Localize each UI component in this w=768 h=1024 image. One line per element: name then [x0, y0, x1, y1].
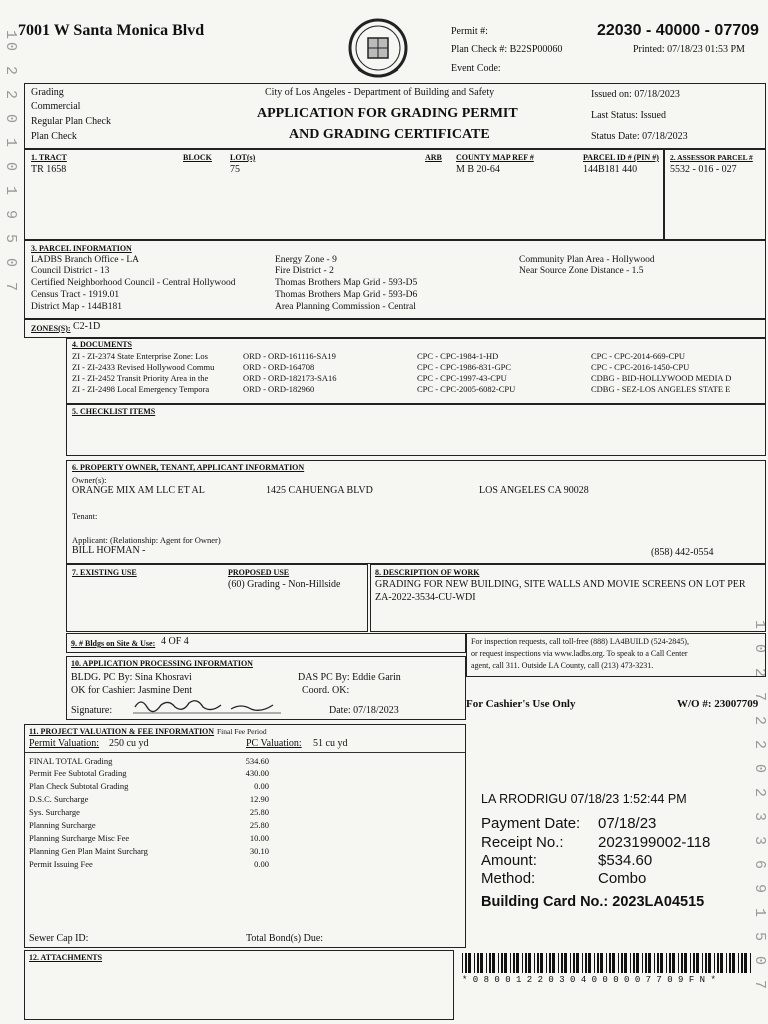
barcode-bar [678, 953, 679, 973]
attachments-section [24, 950, 454, 1020]
fee-amount-0: 534.60 [245, 756, 269, 766]
barcode-bar [654, 953, 655, 973]
documents-section [66, 338, 766, 404]
barcode-bar [576, 953, 579, 973]
assessor-header: 2. ASSESSOR PARCEL # [670, 153, 753, 162]
form-title-line1: APPLICATION FOR GRADING PERMIT [257, 106, 518, 121]
parcel-info-header: 3. PARCEL INFORMATION [31, 244, 132, 253]
doc-col3-3: CPC - CPC-2005-6082-CPU [417, 384, 516, 394]
barcode-bar [630, 953, 631, 973]
fee-amount-4: 25.80 [249, 807, 269, 817]
fee-label-2: Plan Check Subtotal Grading [29, 781, 129, 791]
barcode-bar [708, 953, 711, 973]
parcel-col1-2: Certified Neighborhood Council - Central Hollywood [31, 278, 236, 288]
barcode-bar [504, 953, 507, 973]
barcode-bar [570, 953, 571, 973]
barcode-bar [666, 953, 667, 973]
barcode-bar [606, 953, 607, 973]
bldg-pc-by: BLDG. PC By: Sina Khosravi [71, 672, 192, 683]
valuation-section [24, 724, 466, 948]
barcode-bar [633, 953, 635, 973]
barcode-bar [537, 953, 539, 973]
barcode-bar [600, 953, 603, 973]
inspection-info [466, 633, 766, 677]
barcode-bar [618, 953, 619, 973]
applicant-phone: (858) 442-0554 [651, 547, 714, 558]
barcode-bar [540, 953, 543, 973]
barcode-bar [522, 953, 523, 973]
das-pc-by: DAS PC By: Eddie Garin [298, 672, 401, 683]
parcel-col3-0: Community Plan Area - Hollywood [519, 255, 655, 265]
barcode-bar [594, 953, 595, 973]
attachments-header: 12. ATTACHMENTS [29, 953, 103, 962]
parcel-id-header: PARCEL ID # (PIN #) [583, 153, 659, 162]
barcode-bar [636, 953, 639, 973]
doc-col3-1: CPC - CPC-1986-831-GPC [417, 362, 511, 372]
description-section [370, 564, 766, 632]
fee-amount-1: 430.00 [245, 768, 269, 778]
barcode-bar [681, 953, 683, 973]
barcode-bar [564, 953, 567, 973]
barcode-bar [486, 953, 487, 973]
title-box [24, 83, 766, 149]
permit-valuation-label: Permit Valuation: [29, 738, 100, 749]
barcode-bar [738, 953, 739, 973]
clerk-stamp: LA RRODRIGU 07/18/23 1:52:44 PM [481, 792, 687, 806]
barcode-bar [621, 953, 623, 973]
fee-label-5: Planning Surcharge [29, 820, 96, 830]
description-line2: ZA-2022-3534-CU-WDI [375, 592, 476, 603]
lot-value: 75 [230, 164, 240, 175]
amount-value: $534.60 [598, 852, 653, 869]
barcode-bar [477, 953, 479, 973]
doc-col1-0: ZI - ZI-2374 State Enterprise Zone: Los [72, 351, 208, 361]
checklist-section [66, 404, 766, 456]
barcode-bar [732, 953, 735, 973]
county-map-header: COUNTY MAP REF # [456, 153, 534, 162]
event-code: Event Code: [451, 63, 501, 74]
tenant-label: Tenant: [72, 511, 98, 521]
assessor-section [664, 149, 766, 240]
printed-date: Printed: 07/18/23 01:53 PM [633, 44, 745, 55]
barcode-bar [585, 953, 587, 973]
total-bonds-due: Total Bond(s) Due: [246, 933, 324, 944]
doc-col4-3: CDBG - SEZ-LOS ANGELES STATE E [591, 384, 731, 394]
parcel-col1-4: District Map - 144B181 [31, 302, 123, 312]
last-status: Last Status: Issued [591, 110, 666, 121]
barcode-bar [528, 953, 531, 973]
tract-section [24, 149, 664, 240]
barcode-bar [612, 953, 615, 973]
barcode-bar [513, 953, 515, 973]
city-seal [332, 14, 424, 84]
bldgs-label: 9. # Bldgs on Site & Use: [71, 639, 156, 648]
fee-amount-5: 25.80 [249, 820, 269, 830]
pc-valuation-value: 51 cu yd [313, 738, 348, 749]
ok-for-cashier: OK for Cashier: Jasmine Dent [71, 685, 193, 696]
permit-number: 22030 - 40000 - 07709 [597, 22, 759, 39]
parcel-col3-1: Near Source Zone Distance - 1.5 [519, 266, 644, 276]
barcode-bar [624, 953, 627, 973]
type-plan-check-regular: Regular Plan Check [31, 116, 111, 127]
type-grading: Grading [31, 87, 64, 98]
signature-label: Signature: [71, 705, 113, 716]
status-date: Status Date: 07/18/2023 [591, 131, 688, 142]
barcode-bar [705, 953, 707, 973]
doc-col4-0: CPC - CPC-2014-669-CPU [591, 351, 685, 361]
pc-valuation-label: PC Valuation: [246, 738, 302, 749]
valuation-divider [25, 752, 465, 753]
barcode-bar [717, 953, 719, 973]
amount-label: Amount: [481, 852, 537, 869]
barcode-bar [720, 953, 723, 973]
owner-section [66, 460, 766, 564]
permit-label: Permit #: [451, 26, 488, 37]
city-seal-icon [332, 14, 424, 84]
parcel-col1-3: Census Tract - 1919.01 [31, 290, 120, 300]
barcode-bar [696, 953, 699, 973]
barcode-bar [534, 953, 535, 973]
method-value: Combo [598, 870, 647, 887]
owner-street: 1425 CAHUENGA BLVD [266, 485, 373, 496]
assessor-value: 5532 - 016 - 027 [670, 164, 737, 175]
inspection-line3: agent, call 311. Outside LA County, call (213) 473-3231. [471, 661, 654, 670]
zones-label: ZONES(S): [31, 324, 71, 333]
barcode-bar [552, 953, 555, 973]
doc-col2-3: ORD - ORD-182960 [243, 384, 315, 394]
barcode-bar [588, 953, 591, 973]
receipt-label: Receipt No.: [481, 834, 564, 851]
parcel-col2-2: Thomas Brothers Map Grid - 593-D5 [275, 278, 418, 288]
barcode-bar [750, 953, 751, 973]
barcode-bar [492, 953, 495, 973]
barcode-bar [546, 953, 547, 973]
barcode-bar [645, 953, 647, 973]
barcode-bar [729, 953, 731, 973]
fee-label-3: D.S.C. Surcharge [29, 794, 89, 804]
zones-value: C2-1D [73, 321, 101, 332]
inspection-line1: For inspection requests, call toll-free (888) LA4BUILD (524-2845), [471, 637, 689, 646]
parcel-info-section [24, 240, 766, 320]
owner-header: 6. PROPERTY OWNER, TENANT, APPLICANT INFORMATION [72, 463, 305, 472]
applicant-name: BILL HOFMAN - [72, 545, 146, 556]
building-card-number: Building Card No.: 2023LA04515 [481, 894, 705, 910]
site-address: 7001 W Santa Monica Blvd [18, 22, 205, 39]
barcode-bar [702, 953, 703, 973]
fee-label-0: FINAL TOTAL Grading [29, 756, 113, 766]
barcode-bar [714, 953, 715, 973]
proposed-use-header: PROPOSED USE [228, 568, 290, 577]
zones-section [24, 318, 766, 338]
barcode-bar [642, 953, 643, 973]
barcode-bar [690, 953, 691, 973]
parcel-col1-1: Council District - 13 [31, 266, 110, 276]
bldgs-value: 4 OF 4 [161, 636, 189, 647]
fee-label-7: Planning Gen Plan Maint Surcharg [29, 846, 148, 856]
fee-label-1: Permit Fee Subtotal Grading [29, 768, 127, 778]
applicant-label: Applicant: (Relationship: Agent for Owner) [72, 535, 221, 545]
payment-date-value: 07/18/23 [598, 815, 657, 832]
method-label: Method: [481, 870, 536, 887]
processing-section [66, 656, 466, 720]
fee-period: Final Fee Period [217, 727, 267, 736]
doc-col1-2: ZI - ZI-2452 Transit Priority Area in the [72, 373, 209, 383]
inspection-line2: or request inspections via www.ladbs.org. To speak to a Call Center [471, 649, 688, 658]
type-plan-check: Plan Check [31, 131, 77, 142]
doc-col2-2: ORD - ORD-182173-SA16 [243, 373, 337, 383]
barcode-bar [597, 953, 599, 973]
barcode-bar [465, 953, 467, 973]
county-map-value: M B 20-64 [456, 164, 500, 175]
barcode-bar [693, 953, 695, 973]
barcode-bar [648, 953, 651, 973]
existing-use-section [66, 564, 368, 632]
doc-col1-1: ZI - ZI-2433 Revised Hollywood Commu [72, 362, 215, 372]
existing-use-header: 7. EXISTING USE [72, 568, 137, 577]
barcode-bar [474, 953, 475, 973]
form-title-line2: AND GRADING CERTIFICATE [289, 127, 490, 142]
doc-col2-1: ORD - ORD-164708 [243, 362, 315, 372]
type-commercial: Commercial [31, 101, 81, 112]
side-stamp-left: 10 2 2 0 1 0 1 9 5 0 7 [2, 30, 19, 295]
issued-on: Issued on: 07/18/2023 [591, 89, 680, 100]
fee-label-4: Sys. Surcharge [29, 807, 80, 817]
barcode-bar [609, 953, 611, 973]
processing-date: Date: 07/18/2023 [329, 705, 399, 716]
checklist-header: 5. CHECKLIST ITEMS [72, 407, 156, 416]
processing-header: 10. APPLICATION PROCESSING INFORMATION [71, 659, 253, 668]
barcode-bar [468, 953, 471, 973]
barcode-bar [672, 953, 675, 973]
barcode-bar [501, 953, 503, 973]
barcode-bar [684, 953, 687, 973]
proposed-use-value: (60) Grading - Non-Hillside [228, 579, 341, 590]
barcode-bar [561, 953, 563, 973]
plan-check-number: Plan Check #: B22SP00060 [451, 44, 563, 55]
valuation-header: 11. PROJECT VALUATION & FEE INFORMATION [29, 727, 215, 736]
coord-ok: Coord. OK: [302, 685, 350, 696]
barcode-bar [660, 953, 663, 973]
owner-city: LOS ANGELES CA 90028 [479, 485, 589, 496]
receipt-value: 2023199002-118 [598, 834, 711, 851]
barcode-bar [549, 953, 551, 973]
fee-amount-2: 0.00 [254, 781, 269, 791]
fee-amount-7: 30.10 [249, 846, 269, 856]
doc-col2-0: ORD - ORD-161116-SA19 [243, 351, 336, 361]
doc-col4-1: CPC - CPC-2016-1450-CPU [591, 362, 690, 372]
barcode-bar [558, 953, 559, 973]
barcode-bar [480, 953, 483, 973]
fee-label-6: Planning Surcharge Misc Fee [29, 833, 130, 843]
permit-valuation-value: 250 cu yd [109, 738, 149, 749]
doc-col1-3: ZI - ZI-2498 Local Emergency Tempora [72, 384, 210, 394]
fee-amount-8: 0.00 [254, 859, 269, 869]
lot-header: LOT(s) [230, 153, 256, 162]
department-name: City of Los Angeles - Department of Building and Safety [265, 87, 495, 98]
parcel-col2-3: Thomas Brothers Map Grid - 593-D6 [275, 290, 418, 300]
fee-amount-6: 10.00 [249, 833, 269, 843]
documents-header: 4. DOCUMENTS [72, 340, 133, 349]
sewer-cap-id: Sewer Cap ID: [29, 933, 89, 944]
side-stamp-right: 1 0 2 7 2 2 0 2 3 3 6 9 1 5 0 7 [751, 620, 768, 993]
barcode-bar [498, 953, 499, 973]
barcode-bar [516, 953, 519, 973]
owner-name: ORANGE MIX AM LLC ET AL [72, 485, 205, 496]
barcode-bar [741, 953, 743, 973]
tract-value: TR 1658 [31, 164, 67, 175]
bldgs-section [66, 633, 466, 653]
parcel-col2-4: Area Planning Commission - Central [275, 302, 416, 312]
owners-label: Owner(s): [72, 475, 107, 485]
doc-col4-2: CDBG - BID-HOLLYWOOD MEDIA D [591, 373, 732, 383]
barcode-bar [744, 953, 747, 973]
barcode-bar [573, 953, 575, 973]
description-line1: GRADING FOR NEW BUILDING, SITE WALLS AND MOVIE SCREENS ON LOT PER [375, 579, 746, 590]
parcel-col1-0: LADBS Branch Office - LA [31, 255, 139, 265]
barcode-bar [582, 953, 583, 973]
cashier-use-label: For Cashier's Use Only [466, 698, 576, 710]
barcode-bar [657, 953, 659, 973]
parcel-col2-0: Energy Zone - 9 [275, 255, 337, 265]
work-order-number: W/O #: 23007709 [677, 698, 759, 710]
payment-date-label: Payment Date: [481, 815, 581, 832]
doc-col3-0: CPC - CPC-1984-1-HD [417, 351, 499, 361]
parcel-id-value: 144B181 440 [583, 164, 638, 175]
doc-col3-2: CPC - CPC-1997-43-CPU [417, 373, 507, 383]
barcode-bar [489, 953, 491, 973]
barcode-bar [525, 953, 527, 973]
tract-header: 1. TRACT [31, 153, 67, 162]
barcode-bar [669, 953, 671, 973]
description-header: 8. DESCRIPTION OF WORK [375, 568, 480, 577]
arb-header: ARB [425, 153, 442, 162]
parcel-col2-1: Fire District - 2 [275, 266, 334, 276]
fee-amount-3: 12.90 [249, 794, 269, 804]
fee-label-8: Permit Issuing Fee [29, 859, 93, 869]
signature-scribble [131, 695, 291, 717]
barcode-bar [462, 953, 463, 973]
barcode-text: * 0 8 0 0 1 2 2 0 3 0 4 0 0 0 0 0 7 7 0 9 F N * [462, 975, 716, 985]
barcode-bar [510, 953, 511, 973]
barcode-bar [726, 953, 727, 973]
block-header: BLOCK [183, 153, 212, 162]
